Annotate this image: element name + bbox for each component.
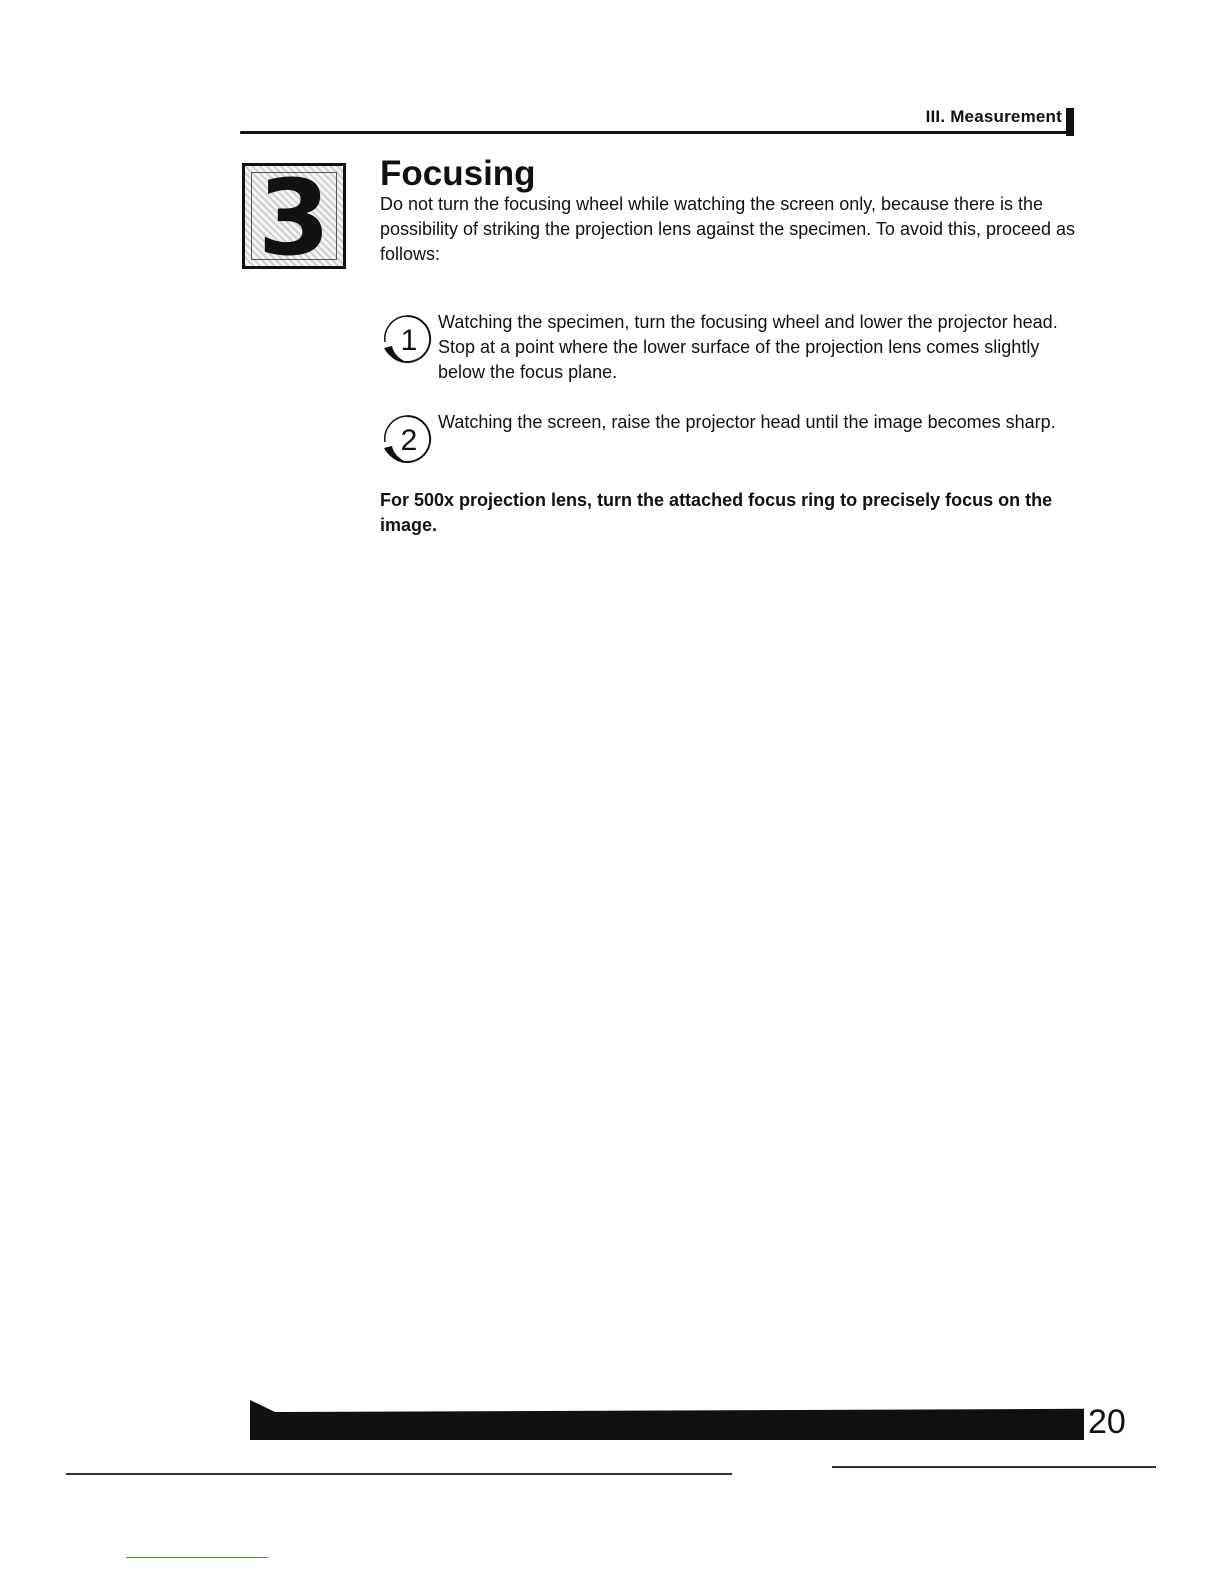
step-2-number: 2: [400, 424, 418, 457]
step-1-number: 1: [400, 324, 418, 357]
note-500x-lens: For 500x projection lens, turn the attached focus ring to precisely focus on the image.: [380, 490, 1053, 535]
step-circle-graphic: [380, 412, 434, 466]
running-header: III. Measurement: [925, 107, 1062, 126]
step-number-circle-icon: [380, 412, 434, 466]
chapter-number: 3: [257, 163, 331, 269]
step-number-circle-icon: [380, 312, 434, 366]
step-2-text: Watching the screen, raise the projector head until the image becomes sharp.: [438, 412, 1056, 432]
intro-paragraph: Do not turn the focusing wheel while watching the screen only, because there is the possibility of striking the projection lens against the specimen. To avoid this, proceed as follows:: [380, 194, 1076, 264]
step-circle-graphic: [380, 312, 434, 366]
scan-artifact-line: [126, 1557, 268, 1558]
section-title: Focusing: [380, 154, 536, 193]
header-divider: [240, 131, 1072, 134]
page-number: 20: [1088, 1403, 1126, 1441]
bottom-rule-right: [832, 1466, 1156, 1468]
step-1-text: Watching the specimen, turn the focusing wheel and lower the projector head. Stop at a point where the lower surface of the projection lens comes slightly below the focus plane.: [438, 312, 1058, 382]
bottom-rule-left: [66, 1473, 732, 1475]
footer-bar: [250, 1400, 1084, 1440]
chapter-badge: [242, 163, 346, 269]
